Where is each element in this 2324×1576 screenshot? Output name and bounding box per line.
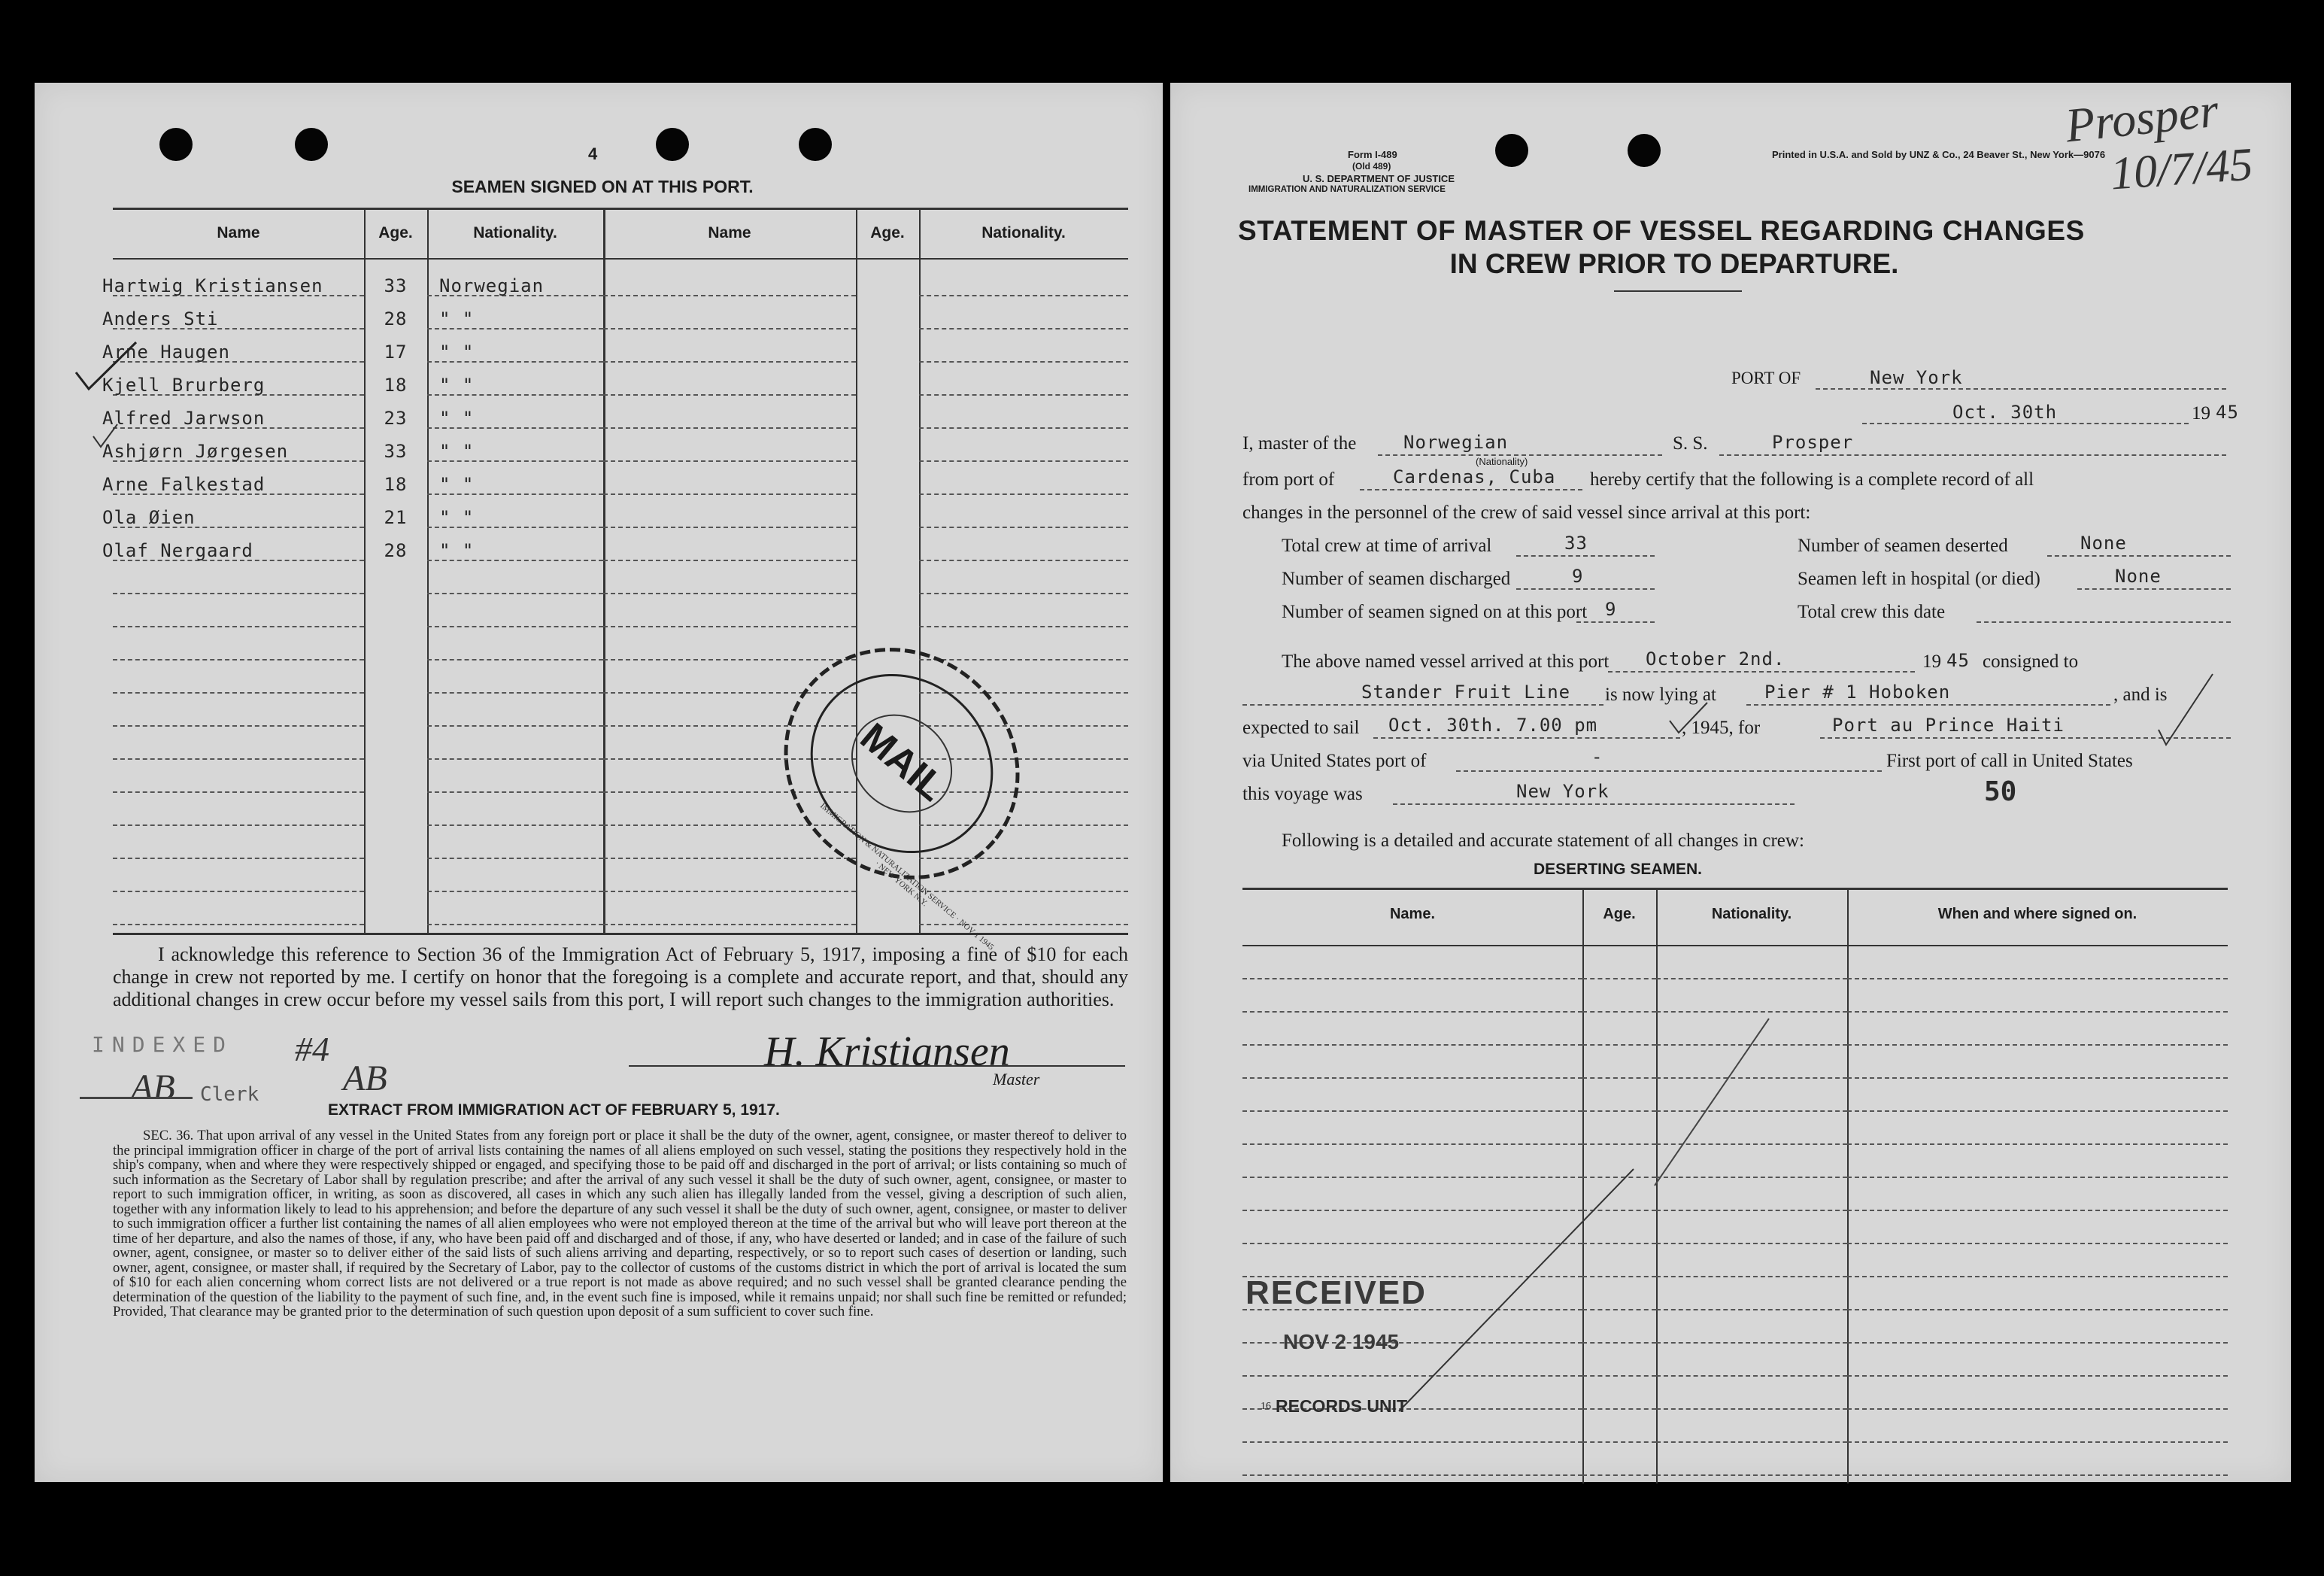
row-line bbox=[1847, 1143, 2228, 1145]
row-line bbox=[1847, 1408, 2228, 1410]
port-value: New York bbox=[1870, 367, 1963, 388]
postmark-ring-text: IMMIGRATION & NATURALIZATION SERVICE · NOV 1 1945 · NEW YORK N.Y. bbox=[818, 801, 996, 952]
col-header-age: Age. bbox=[870, 224, 905, 241]
total-crew-arrival-label: Total crew at time of arrival bbox=[1282, 536, 1492, 556]
row-line bbox=[919, 328, 1128, 329]
form-number: Form I-489 bbox=[1348, 149, 1397, 160]
deserting-col-nationality: Nationality. bbox=[1711, 906, 1792, 922]
handwritten-number: 50 bbox=[1984, 776, 2017, 807]
acknowledgement-text: I acknowledge this reference to Section 36 of the Immigration Act of February 5, 1917, imposing a fine of $10 for each change in crew not reported by me. I certify on honor that the foregoing is a complete and accurate report, and that, should any additional changes in crew occur before my vessel sails from this port, I will report such changes to the immigration authorities. bbox=[113, 943, 1128, 1010]
check-mark bbox=[90, 421, 120, 451]
row-line bbox=[919, 593, 1128, 594]
row-line bbox=[113, 692, 364, 694]
deserting-top-rule bbox=[1242, 888, 2228, 890]
total-crew-date-line bbox=[1977, 621, 2231, 623]
col-header-nationality: Nationality. bbox=[981, 224, 1066, 241]
consigned-text: consigned to bbox=[1983, 651, 2079, 672]
row-line bbox=[919, 427, 1128, 429]
row-line bbox=[603, 924, 856, 925]
seaman-name: Alfred Jarwson bbox=[102, 408, 265, 429]
row-line bbox=[1847, 1474, 2228, 1476]
check-mark bbox=[2156, 670, 2216, 752]
row-line bbox=[919, 394, 1128, 396]
row-line bbox=[919, 493, 1128, 495]
punch-hole bbox=[159, 128, 193, 161]
postmark-word: MAIL bbox=[851, 715, 954, 810]
seaman-age: 33 bbox=[384, 275, 408, 296]
row-line bbox=[603, 295, 856, 296]
row-line bbox=[427, 725, 603, 727]
and-is-text: , and is bbox=[2113, 685, 2168, 705]
row-line bbox=[1242, 1077, 1582, 1079]
row-line bbox=[113, 891, 364, 892]
deserting-col-name: Name. bbox=[1389, 906, 1436, 922]
seaman-age: 28 bbox=[384, 540, 408, 561]
mail-postmark bbox=[763, 639, 1041, 888]
clerk-initials: AB bbox=[131, 1067, 175, 1107]
clerk-initials-2: AB bbox=[343, 1058, 387, 1098]
row-line bbox=[1582, 1474, 1656, 1476]
received-stamp: RECEIVED bbox=[1245, 1274, 1427, 1311]
check-mark bbox=[1667, 700, 1712, 737]
from-port-label: from port of bbox=[1242, 469, 1335, 490]
row-line bbox=[1656, 1375, 1847, 1377]
first-port-line bbox=[1393, 803, 1795, 805]
row-line bbox=[427, 891, 603, 892]
row-line bbox=[1656, 1210, 1847, 1211]
row-line bbox=[1847, 1243, 2228, 1244]
arrived-text: The above named vessel arrived at this port bbox=[1282, 651, 1610, 672]
ship-value: Prosper bbox=[1772, 432, 1854, 453]
total-crew-date-label: Total crew this date bbox=[1798, 602, 1946, 622]
row-line bbox=[603, 626, 856, 627]
col-header-age: Age. bbox=[378, 224, 413, 241]
row-line bbox=[427, 593, 603, 594]
row-line bbox=[1847, 1276, 2228, 1277]
seaman-name: Olaf Nergaard bbox=[102, 540, 253, 561]
master-label: Master bbox=[993, 1070, 1040, 1089]
deserted-value: None bbox=[2080, 533, 2127, 554]
row-line bbox=[603, 593, 856, 594]
row-line bbox=[113, 659, 364, 660]
row-line bbox=[919, 626, 1128, 627]
row-line bbox=[1847, 1210, 2228, 1211]
row-line bbox=[1847, 1177, 2228, 1178]
sail-line bbox=[1373, 737, 1680, 739]
row-line bbox=[427, 758, 603, 760]
row-line bbox=[1656, 1441, 1847, 1443]
footer-code: 16 bbox=[1261, 1401, 1271, 1412]
seaman-name: Arne Falkestad bbox=[102, 474, 265, 495]
consignee-value: Stander Fruit Line bbox=[1361, 682, 1571, 703]
row-line bbox=[1847, 1110, 2228, 1112]
deserted-line bbox=[2047, 555, 2231, 557]
row-line bbox=[113, 626, 364, 627]
row-line bbox=[427, 858, 603, 859]
row-line bbox=[1656, 1474, 1847, 1476]
port-line bbox=[1816, 388, 2226, 390]
certify-text: hereby certify that the following is a complete record of all bbox=[1590, 469, 2034, 490]
following-text: Following is a detailed and accurate statement of all changes in crew: bbox=[1282, 831, 1804, 851]
deserting-col-signed-on: When and where signed on. bbox=[1937, 906, 2137, 922]
seaman-name: Ola Øien bbox=[102, 507, 196, 528]
row-line bbox=[1656, 1011, 1847, 1013]
from-port-value: Cardenas, Cuba bbox=[1393, 466, 1556, 487]
row-line bbox=[427, 626, 603, 627]
deserting-header-rule bbox=[1242, 945, 2228, 946]
hospital-label: Seamen left in hospital (or died) bbox=[1798, 569, 2040, 589]
row-line bbox=[1242, 1441, 1582, 1443]
row-line bbox=[1582, 1077, 1656, 1079]
total-crew-arrival-value: 33 bbox=[1564, 533, 1588, 554]
row-line bbox=[1242, 1143, 1582, 1145]
seaman-name: Anders Sti bbox=[102, 308, 219, 329]
row-line bbox=[1847, 1375, 2228, 1377]
deserting-title: DESERTING SEAMEN. bbox=[1533, 861, 1703, 878]
extract-title: EXTRACT FROM IMMIGRATION ACT OF FEBRUARY 5, 1917. bbox=[328, 1101, 780, 1119]
signed-on-line bbox=[1576, 621, 1655, 623]
seaman-nationality: " " bbox=[439, 342, 475, 363]
service: IMMIGRATION AND NATURALIZATION SERVICE bbox=[1248, 185, 1446, 194]
expected-text: expected to sail bbox=[1242, 718, 1360, 738]
pier-value: Pier # 1 Hoboken bbox=[1764, 682, 1951, 703]
row-line bbox=[603, 460, 856, 462]
changes-text: changes in the personnel of the crew of said vessel since arrival at this port: bbox=[1242, 503, 1811, 523]
row-line bbox=[603, 527, 856, 528]
deserting-col-age: Age. bbox=[1603, 906, 1636, 922]
title-underline bbox=[1614, 290, 1742, 292]
extract-text: SEC. 36. That upon arrival of any vessel in the United States from any foreign port or place it shall be the duty of the owner, agent, consignee, or master thereof to deliver to the principal immigration officer in charge of the port of arrival lists containing the names of all aliens employed on such vessel, stating the positions they respectively hold in the ship's company, when and where they were respectively shipped or engaged, and specifying those to be paid off and discharged in the port of arrival; or lists containing so much of such information as the Secretary of Labor shall by regulation prescribe; and after the arrival of any such vessel it shall be the duty of such owner, agent, consignee, or master to report to such immigration officer, in writing, as soon as discovered, all cases in which any such alien has illegally landed from the vessel, giving a description of such alien, together with any information likely to lead to his apprehension; and before the departure of any such vessel it shall be the duty of such owner, agent, consignee, or master to deliver to such immigration officer a further list containing the names of all alien employees who were not employed thereon at the time of the arrival but who will leave port thereon at the time of her departure, and also the names of those, if any, who have been paid off and discharged and of those, if any, who have deserted or landed; and in case of the failure of such owner, agent, consignee, or master so to deliver either of the said lists of such aliens arriving and departing, respectively, or so to report such cases of desertion or landing, such owner, agent, consignee, or master shall, if required by the Secretary of Labor, pay to the collector of customs of the customs district in which the port of arrival is located the sum of $10 for each alien concerning whom correct lists are not delivered or a true report is not made as above required; and no such vessel shall be granted clearance pending the determination of the question of the liability to the payment of such fine, and, in the event such fine is imposed, while it remains unpaid; nor shall such fine be remitted or refunded; Provided, That clearance may be granted prior to the determination of such question upon deposit of a sum sufficient to cover such fine. bbox=[113, 1128, 1127, 1319]
first-port-value: New York bbox=[1516, 781, 1610, 802]
row-line bbox=[919, 560, 1128, 561]
seaman-name: Hartwig Kristiansen bbox=[102, 275, 323, 296]
hospital-line bbox=[2077, 588, 2231, 590]
row-line bbox=[427, 692, 603, 694]
arrived-year-value: 45 bbox=[1946, 650, 1970, 671]
row-line bbox=[1656, 978, 1847, 979]
via-line bbox=[1456, 770, 1882, 772]
row-line bbox=[1847, 1342, 2228, 1344]
row-line bbox=[1847, 1077, 2228, 1079]
cancel-stroke bbox=[1396, 1166, 1637, 1414]
sail-value: Oct. 30th. 7.00 pm bbox=[1388, 715, 1598, 736]
handwritten-date: 10/7/45 bbox=[2108, 138, 2255, 200]
arrived-line bbox=[1608, 671, 1915, 673]
via-text: via United States port of bbox=[1242, 751, 1427, 771]
row-line bbox=[1582, 1441, 1656, 1443]
seaman-age: 17 bbox=[384, 342, 408, 363]
row-line bbox=[919, 361, 1128, 363]
date-value: Oct. 30th bbox=[1952, 402, 2058, 423]
signed-on-value: 9 bbox=[1605, 599, 1617, 620]
seaman-age: 33 bbox=[384, 441, 408, 462]
row-line bbox=[919, 527, 1128, 528]
first-port-text: First port of call in United States bbox=[1886, 751, 2133, 771]
nationality-caption: (Nationality) bbox=[1476, 456, 1528, 467]
discharged-line bbox=[1516, 588, 1655, 590]
nationality-value: Norwegian bbox=[1403, 432, 1509, 453]
ship-line bbox=[1719, 454, 2226, 456]
punch-hole bbox=[1495, 134, 1528, 167]
right-page bbox=[1170, 83, 2291, 1482]
row-line bbox=[603, 560, 856, 561]
via-value: - bbox=[1591, 746, 1603, 767]
discharged-label: Number of seamen discharged bbox=[1282, 569, 1511, 589]
ss-label: S. S. bbox=[1673, 433, 1708, 454]
row-line bbox=[1242, 978, 1582, 979]
row-line bbox=[919, 891, 1128, 892]
seaman-nationality: " " bbox=[439, 408, 475, 429]
seaman-nationality: " " bbox=[439, 308, 475, 329]
from-port-line bbox=[1360, 489, 1582, 490]
pier-line bbox=[1746, 704, 2110, 706]
hospital-value: None bbox=[2115, 566, 2162, 587]
lying-text: is now lying at bbox=[1605, 685, 1716, 705]
year-prefix: 19 bbox=[2192, 403, 2210, 424]
table-top-rule bbox=[113, 208, 1128, 210]
row-line bbox=[1656, 1276, 1847, 1277]
row-line bbox=[603, 493, 856, 495]
row-line bbox=[1847, 1011, 2228, 1013]
department: U. S. DEPARTMENT OF JUSTICE bbox=[1303, 173, 1455, 184]
row-line bbox=[1582, 978, 1656, 979]
row-line bbox=[1242, 1474, 1582, 1476]
seaman-nationality: " " bbox=[439, 474, 475, 495]
date-line bbox=[1862, 423, 2189, 424]
row-line bbox=[1656, 1342, 1847, 1344]
row-line bbox=[113, 791, 364, 793]
punch-hole bbox=[656, 128, 689, 161]
row-line bbox=[1582, 1011, 1656, 1013]
col-header-name: Name bbox=[217, 224, 260, 241]
seaman-age: 21 bbox=[384, 507, 408, 528]
deserted-label: Number of seamen deserted bbox=[1798, 536, 2008, 556]
seaman-age: 18 bbox=[384, 375, 408, 396]
seaman-nationality: " " bbox=[439, 441, 475, 462]
row-line bbox=[1582, 1110, 1656, 1112]
destination-value: Port au Prince Haiti bbox=[1832, 715, 2065, 736]
seaman-nationality: " " bbox=[439, 540, 475, 561]
left-page bbox=[35, 83, 1163, 1482]
row-line bbox=[1656, 1243, 1847, 1244]
row-line bbox=[1582, 1044, 1656, 1046]
col-header-name: Name bbox=[708, 224, 751, 241]
row-line bbox=[1847, 978, 2228, 979]
year-value: 45 bbox=[2216, 402, 2239, 423]
row-line bbox=[113, 858, 364, 859]
row-line bbox=[603, 361, 856, 363]
table-header-rule bbox=[113, 258, 1128, 260]
row-line bbox=[113, 924, 364, 925]
row-line bbox=[113, 758, 364, 760]
form-title-line2: IN CREW PRIOR TO DEPARTURE. bbox=[1449, 248, 1899, 279]
consignee-line bbox=[1242, 704, 1603, 706]
col-header-nationality: Nationality. bbox=[473, 224, 557, 241]
row-line bbox=[1242, 1011, 1582, 1013]
row-line bbox=[1242, 1110, 1582, 1112]
row-line bbox=[1582, 1143, 1656, 1145]
page-number: 4 bbox=[588, 144, 598, 163]
row-line bbox=[1242, 1044, 1582, 1046]
row-line bbox=[427, 791, 603, 793]
seaman-age: 28 bbox=[384, 308, 408, 329]
row-line bbox=[603, 328, 856, 329]
form-title-line1: STATEMENT OF MASTER OF VESSEL REGARDING CHANGES bbox=[1238, 215, 2085, 246]
arrived-year-prefix: 19 bbox=[1922, 651, 1941, 672]
total-crew-arrival-line bbox=[1516, 555, 1655, 557]
row-line bbox=[113, 725, 364, 727]
seaman-name: Arne Haugen bbox=[102, 342, 230, 363]
check-mark bbox=[72, 335, 140, 395]
seaman-nationality: Norwegian bbox=[439, 275, 545, 296]
punch-hole bbox=[295, 128, 328, 161]
punch-hole bbox=[1628, 134, 1661, 167]
clerk-label: Clerk bbox=[200, 1083, 259, 1106]
row-line bbox=[1656, 1309, 1847, 1310]
row-line bbox=[1656, 1408, 1847, 1410]
row-line bbox=[113, 593, 364, 594]
indexed-stamp: INDEXED bbox=[92, 1032, 234, 1057]
received-date: NOV 2 1945 bbox=[1283, 1330, 1400, 1353]
row-line bbox=[427, 924, 603, 925]
row-line bbox=[919, 460, 1128, 462]
master-of-label: I, master of the bbox=[1242, 433, 1357, 454]
this-voyage-text: this voyage was bbox=[1242, 784, 1363, 804]
row-line bbox=[919, 295, 1128, 296]
form-old-number: (Old 489) bbox=[1352, 161, 1391, 172]
records-unit: RECORDS UNIT bbox=[1276, 1396, 1408, 1416]
port-label: PORT OF bbox=[1731, 369, 1801, 387]
row-line bbox=[603, 394, 856, 396]
row-line bbox=[1847, 1309, 2228, 1310]
row-line bbox=[427, 659, 603, 660]
row-line bbox=[1847, 1441, 2228, 1443]
seaman-nationality: " " bbox=[439, 375, 475, 396]
cancel-stroke bbox=[1652, 1016, 1772, 1189]
seaman-name: Ashjørn Jørgesen bbox=[102, 441, 289, 462]
signed-on-label: Number of seamen signed on at this port bbox=[1282, 602, 1588, 622]
seaman-age: 23 bbox=[384, 408, 408, 429]
arrived-value: October 2nd. bbox=[1646, 648, 1785, 670]
row-line bbox=[1847, 1044, 2228, 1046]
master-signature: H. Kristiansen bbox=[764, 1028, 1010, 1075]
row-line bbox=[603, 427, 856, 429]
clerk-line bbox=[80, 1097, 193, 1099]
row-line bbox=[603, 891, 856, 892]
printer-notice: Printed in U.S.A. and Sold by UNZ & Co., 24 Beaver St., New York—9076 bbox=[1772, 149, 2106, 160]
signature-line bbox=[629, 1065, 1125, 1067]
row-line bbox=[113, 824, 364, 826]
seaman-name: Kjell Brurberg bbox=[102, 375, 265, 396]
sail-year-text: , 1945, for bbox=[1682, 718, 1761, 738]
discharged-value: 9 bbox=[1572, 566, 1584, 587]
seaman-age: 18 bbox=[384, 474, 408, 495]
seaman-nationality: " " bbox=[439, 507, 475, 528]
section-title: SEAMEN SIGNED ON AT THIS PORT. bbox=[451, 177, 754, 196]
punch-hole bbox=[799, 128, 832, 161]
row-line bbox=[427, 824, 603, 826]
indexed-mark: #4 bbox=[295, 1030, 329, 1068]
handwritten-vessel: Prosper bbox=[2062, 83, 2221, 153]
